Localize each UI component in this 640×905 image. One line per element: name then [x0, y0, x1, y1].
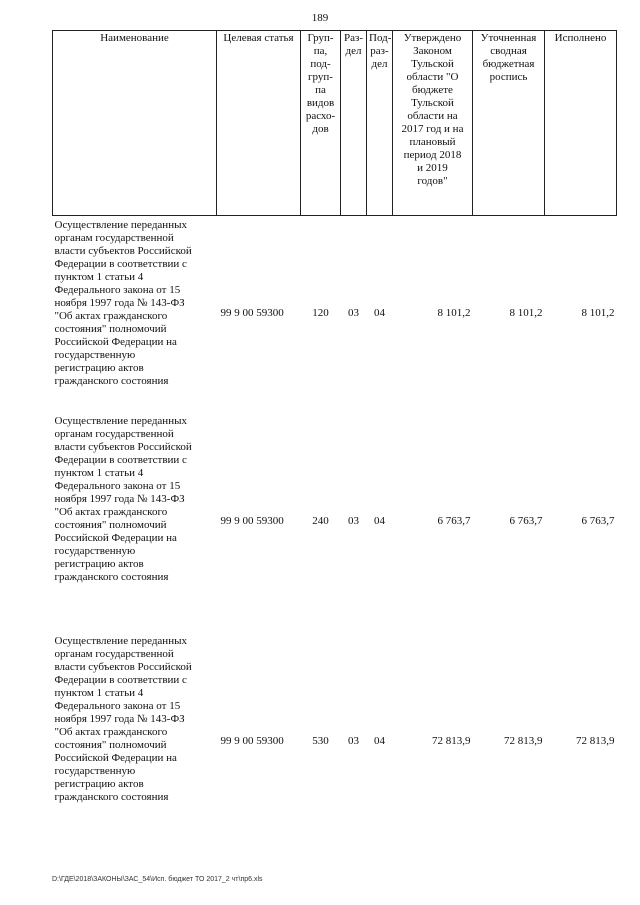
row-name-line: Федерального закона от 15 [54, 284, 181, 296]
row-section: 03 [348, 307, 359, 320]
row-name-line: Российской Федерации на [54, 336, 177, 348]
row-name-line: Осуществление переданных [54, 634, 187, 647]
row-name-line: Федерального закона от 15 [54, 479, 181, 492]
row-executed: 8 101,2 [581, 307, 615, 320]
row-name-line: Федерации в соответствии с [54, 673, 187, 686]
row-name-line: государственную [54, 764, 136, 777]
row-expense-group: 120 [312, 307, 329, 320]
row-name-line: Российской Федерации на [54, 531, 177, 544]
row-name-line: органам государственной [54, 232, 174, 244]
row-approved: 6 763,7 [437, 515, 471, 527]
page-number: 189 [311, 12, 329, 24]
row-name-line: пунктом 1 статьи 4 [54, 466, 144, 479]
budget-table [52, 30, 617, 852]
row-name-line: государственную [54, 544, 136, 557]
row-name-line: ноября 1997 года № 143-ФЗ [54, 712, 185, 725]
row-target-article: 99 9 00 59300 [220, 515, 284, 527]
row-executed: 6 763,7 [581, 515, 615, 527]
row-name-line: Федерации в соответствии с [54, 453, 187, 466]
row-subsection: 04 [374, 735, 385, 747]
row-name-line: регистрацию актов [54, 362, 144, 374]
row-name-line: состояния" полномочий [54, 518, 167, 531]
header-executed: Исполнено [545, 31, 617, 216]
row-section: 03 [348, 735, 359, 747]
row-name-line: Федерального закона от 15 [54, 699, 181, 712]
row-name-line: Осуществление переданных [54, 414, 187, 427]
row-name-line: гражданского состояния [54, 570, 169, 583]
row-name-line: органам государственной [54, 427, 174, 440]
row-name-line: власти субъектов Российской [54, 440, 192, 453]
header-subsection: Под- раз- дел [367, 31, 393, 216]
header-approved: Утверждено Законом Тульской области "О бюджете Тульской области на 2017 год и на плановый период 2018 и 2019 годов" [393, 31, 473, 216]
row-section: 03 [348, 515, 359, 527]
row-name-line: органам государственной [54, 647, 174, 660]
row-name-line: регистрацию актов [54, 557, 144, 570]
row-name-line: власти субъектов Российской [54, 245, 192, 257]
row-target-article: 99 9 00 59300 [220, 735, 284, 747]
row-name-line: ноября 1997 года № 143-ФЗ [54, 492, 185, 505]
row-target-article: 99 9 00 59300 [220, 307, 284, 320]
row-executed: 72 813,9 [576, 735, 615, 747]
row-name-line: состояния" полномочий [54, 738, 167, 751]
row-refined: 72 813,9 [504, 735, 543, 747]
row-name-line: Осуществление переданных [54, 219, 187, 231]
row-expense-group: 240 [312, 515, 329, 527]
row-refined: 6 763,7 [509, 515, 543, 527]
row-name [53, 216, 217, 412]
row-name [53, 632, 217, 852]
row-name [53, 412, 217, 632]
row-name-line: гражданского состояния [54, 375, 169, 387]
row-subsection: 04 [374, 307, 385, 320]
header-refined: Уточненная сводная бюджетная роспись [473, 31, 545, 216]
row-approved: 72 813,9 [432, 735, 471, 747]
row-name-line: регистрацию актов [54, 777, 144, 790]
table-row [53, 632, 617, 852]
row-name-line: гражданского состояния [54, 790, 169, 803]
row-name-line: ноября 1997 года № 143-ФЗ [54, 297, 185, 309]
row-refined: 8 101,2 [509, 307, 543, 320]
row-name-line: "Об актах гражданского [54, 310, 168, 322]
row-expense-group: 530 [312, 735, 329, 747]
file-path-footer: D:\ГДЕ\2018\ЗАКОНЫ\ЗАС_54\Исп. бюджет ТО 2017_2 чт\пр6.xls [52, 876, 263, 883]
row-name-line: "Об актах гражданского [54, 725, 168, 738]
row-name-line: власти субъектов Российской [54, 660, 192, 673]
table-row [53, 412, 617, 632]
table-row [53, 216, 617, 412]
row-approved: 8 101,2 [437, 307, 471, 320]
row-name-line: Российской Федерации на [54, 751, 177, 764]
row-subsection: 04 [374, 515, 385, 527]
row-name-line: Федерации в соответствии с [54, 258, 187, 270]
header-section: Раз- дел [341, 31, 367, 216]
row-name-line: пунктом 1 статьи 4 [54, 686, 144, 699]
header-expense-group: Груп- па, под- груп- па видов расхо- дов [301, 31, 341, 216]
row-name-line: государственную [54, 349, 136, 361]
row-name-line: "Об актах гражданского [54, 505, 168, 518]
row-name-line: состояния" полномочий [54, 323, 167, 335]
header-target-article: Целевая статья [217, 31, 301, 216]
row-name-line: пунктом 1 статьи 4 [54, 271, 144, 283]
header-name: Наименование [53, 31, 217, 216]
table-header-row [53, 31, 617, 216]
